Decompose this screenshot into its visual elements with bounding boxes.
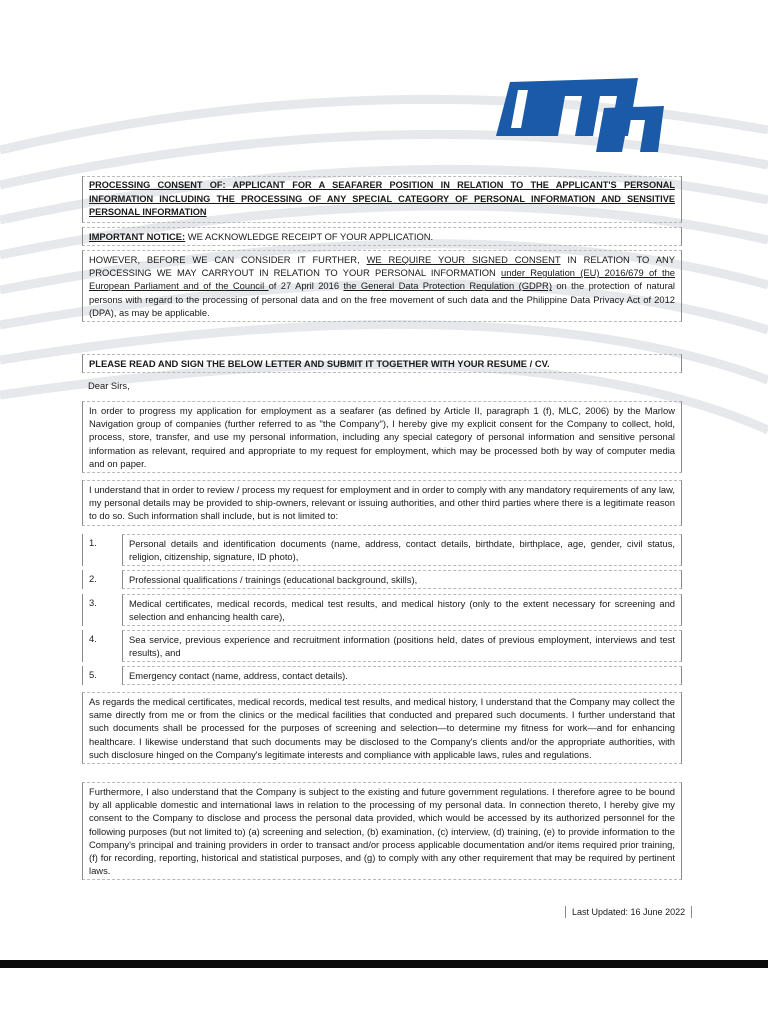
paragraph-medical: As regards the medical certificates, medical records, medical test results, and medical history, I understand that the Company may collect the same directly from me or from the clinics or the medical facilities that conducted and prepared such documents. I further understand that such documents shall be processed for the purposes of screening and selection—to determine my fitness for work—and for enhancing healthcare. I likewise understand that such documents may be disclosed to the Company's clients and/or the appropriate authorities, with such disclosure hinged on the Company's legitimate interests and compliance with applicable laws, rules and regulations. [82, 692, 682, 764]
salutation: Dear Sirs, [88, 380, 130, 391]
please-read-heading: PLEASE READ AND SIGN THE BELOW LETTER AND SUBMIT IT TOGETHER WITH YOUR RESUME / CV. [82, 354, 682, 373]
list-item [82, 534, 682, 566]
last-updated: Last Updated: 16 June 2022 [565, 906, 692, 918]
important-notice [82, 227, 682, 246]
list-item [82, 594, 682, 626]
eu-regulation-underlined: under Regulation (EU) 2016/679 of the European Parliament and of the Council [89, 267, 676, 292]
list-item-number: 5. [82, 666, 122, 685]
company-logo [488, 72, 668, 158]
list-item-number: 4. [82, 630, 122, 662]
however-text-3: of 27 April 2016 [268, 280, 344, 292]
however-text-1: HOWEVER, BEFORE WE CAN CONSIDER IT FURTHER, [89, 254, 367, 265]
important-notice-text: WE ACKNOWLEDGE RECEIPT OF YOUR APPLICATION. [185, 231, 434, 242]
list-item-text: Personal details and identification documents (name, address, contact details, birthdate, birthplace, age, gender, civil status, religion, citizenship, signature, ID photo), [122, 534, 682, 566]
list-item-text: Medical certificates, medical records, medical test results, and medical history (only to the extent necessary for screening and selection and enhancing health care), [122, 594, 682, 626]
list-item-number: 3. [82, 594, 122, 626]
however-text-4: on the protection of natural persons with regard to the processing of personal data and on the free movement of such data and the Philippine Data Privacy Act of 2012 (DPA), as may be applicable. [89, 280, 676, 318]
list-item-text: Sea service, previous experience and recruitment information (positions held, dates of previous employment, interviews and test results), and [122, 630, 682, 662]
paragraph-understand: I understand that in order to review / process my request for employment and in order to comply with any mandatory requirements of any law, my personal details may be provided to ship-owners, relevant or issuing authorities, and other third parties where there is a legitimate reason to do so. Such information shall include, but is not limited to: [82, 480, 682, 526]
however-text-2: IN RELATION TO ANY PROCESSING WE MAY CARRYOUT IN RELATION TO YOUR PERSONAL INFORMATION [89, 254, 675, 279]
title-heading: PROCESSING CONSENT OF: APPLICANT FOR A SEAFARER POSITION IN RELATION TO THE APPLICANT'S PERSONAL INFORMATION INCLUDING THE PROCESSING OF ANY SPECIAL CATEGORY OF PERSONAL INFORMATION AND SENSITIVE PERSONAL INFORMATION [82, 176, 682, 223]
paragraph-order: In order to progress my application for employment as a seafarer (as defined by Article II, paragraph 1 (f), MLC, 2006) by the Marlow Navigation group of companies (further referred to as "the Company"), I hereby give my explicit consent for the Company to collect, hold, process, store, transfer, and use my personal information, including any special category of personal information and sensitive personal information as relevant, required and appropriate to my request for employment, which may be processed both by way of computer media and on paper. [82, 401, 682, 473]
list-item [82, 570, 682, 589]
list-item-text: Emergency contact (name, address, contact details). [122, 666, 682, 685]
paragraph-furthermore: Furthermore, I also understand that the Company is subject to the existing and future government regulations. I therefore agree to be bound by all applicable domestic and international laws in relation to the processing of my personal data. In connection thereto, I hereby give my consent to the Company to disclose and process the personal data provided, which would be accessed by its authorized personnel for the following purposes (but not limited to) (a) screening and selection, (b) examination, (c) interview, (d) training, (e) to provide information to the Company's principal and training providers in order to transact and/or process applicable documentation and/or items required prior training, (f) for recording, reporting, historical and statistical purposes, and (g) to comply with any other requirement that may be required by pertinent laws. [82, 782, 682, 880]
list-item-text: Professional qualifications / trainings (educational background, skills), [122, 570, 682, 589]
list-item-number: 2. [82, 570, 122, 589]
bottom-bar [0, 960, 768, 968]
signed-consent-underlined: WE REQUIRE YOUR SIGNED CONSENT [366, 254, 561, 265]
important-notice-label: IMPORTANT NOTICE: [89, 231, 186, 242]
however-paragraph [82, 250, 682, 322]
gdpr-underlined: the General Data Protection Regulation (GDPR) [343, 280, 552, 292]
list-item [82, 666, 682, 685]
list-item-number: 1. [82, 534, 122, 566]
list-item [82, 630, 682, 662]
